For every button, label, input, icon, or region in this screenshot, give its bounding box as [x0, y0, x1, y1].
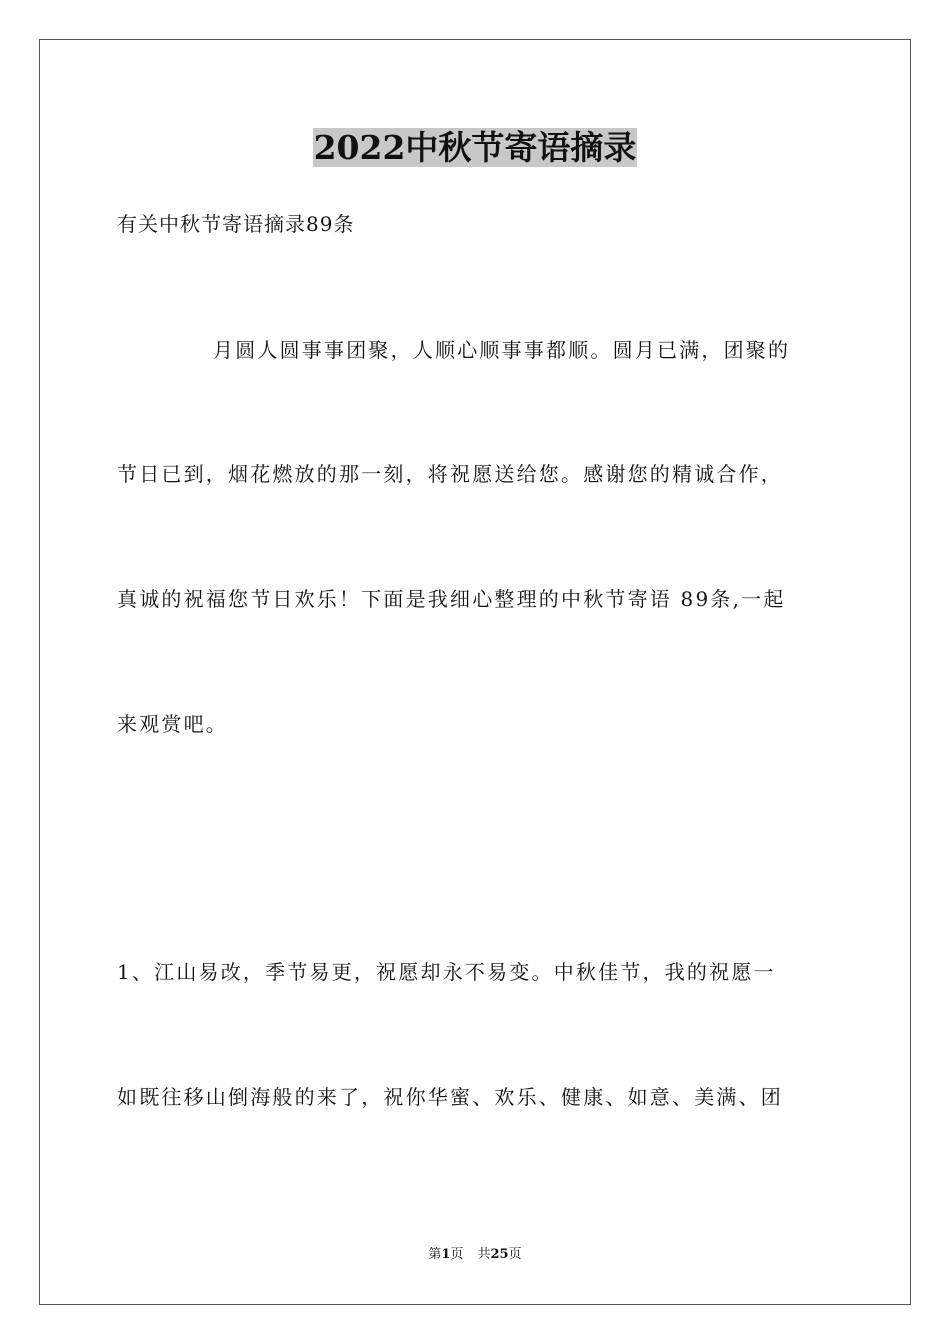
document-subtitle: 有关中秋节寄语摘录89条 — [117, 212, 355, 236]
footer-total-prefix: 共 — [477, 1247, 491, 1262]
intro-paragraph-line: 真诚的祝福您节日欢乐！下面是我细心整理的中秋节寄语 89条,一起 — [117, 587, 786, 611]
list-item-line: 1、江山易改，季节易更，祝愿却永不易变。中秋佳节，我的祝愿一 — [117, 960, 776, 984]
list-item-line: 如既往移山倒海般的来了，祝你华蜜、欢乐、健康、如意、美满、团 — [117, 1085, 783, 1109]
intro-paragraph-line: 来观赏吧。 — [117, 712, 228, 736]
intro-paragraph-line: 节日已到，烟花燃放的那一刻，将祝愿送给您。感谢您的精诚合作， — [117, 462, 783, 486]
page-footer — [0, 1246, 950, 1264]
intro-paragraph-line: 月圆人圆事事团聚，人顺心顺事事都顺。圆月已满，团聚的 — [213, 338, 791, 362]
document-title-text: 2022中秋节寄语摘录 — [313, 128, 637, 167]
footer-page-number: 1 — [441, 1247, 451, 1262]
footer-total-unit: 页 — [508, 1247, 522, 1262]
document-title — [0, 126, 950, 170]
footer-page-unit: 页 — [450, 1247, 464, 1262]
footer-total-pages: 25 — [490, 1247, 509, 1262]
footer-page-prefix: 第 — [428, 1247, 442, 1262]
